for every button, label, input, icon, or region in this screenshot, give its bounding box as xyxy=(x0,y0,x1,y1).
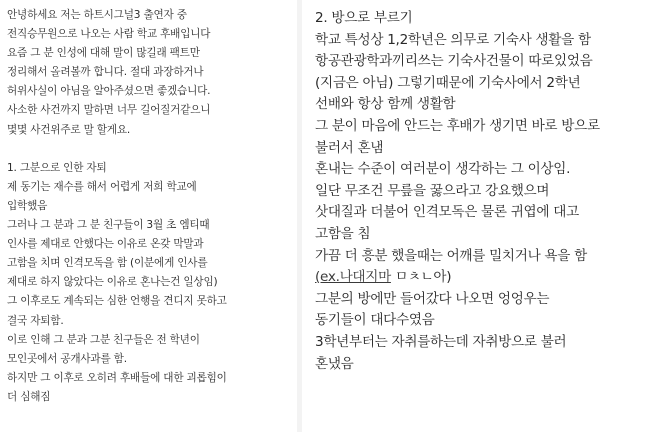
section1-line: 더 심해짐 xyxy=(7,390,51,403)
section2-line: 삿대질과 더불어 인격모독은 물론 귀엽에 대고 xyxy=(315,204,579,221)
section2-line: 선배와 항상 함께 생활함 xyxy=(315,96,456,113)
section1-line: 제대로 하지 않았다는 이유로 혼나는건 일상임) xyxy=(7,276,218,289)
section1-line: 제 동기는 재수를 해서 어렵게 저희 학교에 xyxy=(7,180,197,193)
section1-line: 인사를 제대로 안했다는 이유로 온갖 막말과 xyxy=(7,238,204,251)
section1-line: 입학했음 xyxy=(7,199,48,212)
section1-heading: 1. 그분으로 인한 자퇴 xyxy=(7,161,107,174)
section1-line: 고함을 치며 인격모독을 함 (이분에게 인사를 xyxy=(7,257,208,270)
section1-line: 결국 자퇴함. xyxy=(7,314,64,327)
intro-line: 안녕하세요 저는 하트시그널3 출연자 중 xyxy=(7,9,187,21)
section2-line: 불러서 혼냄 xyxy=(315,139,384,156)
section2-line: 학교 특성상 1,2학년은 의무로 기숙사 생활을 함 xyxy=(315,31,591,48)
intro-line: 요즘 그 분 인성에 대해 말이 많길래 팩트만 xyxy=(7,47,200,60)
section1-line: 이로 인해 그 분과 그분 친구들은 전 학년이 xyxy=(7,333,200,346)
section2-line: 그분의 방에만 들어갔다 나오면 엉엉우는 xyxy=(315,290,550,307)
section2-line: 혼냈음 xyxy=(315,355,354,372)
section2-line: 항공관광학과끼리쓰는 기숙사건물이 따로있었음 xyxy=(315,53,593,70)
section1-line: 하지만 그 이후로 오히려 후배들에 대한 괴롭힘이 xyxy=(7,371,227,384)
section2-line: 고함을 침 xyxy=(315,225,371,242)
intro-line: 전직승무원으로 나오는 사람 학교 후배입니다 xyxy=(7,28,211,41)
section2-line: 3학년부터는 자취를하는데 자취방으로 불러 xyxy=(315,333,567,350)
section2-line: 그 분이 마음에 안드는 후배가 생기면 바로 방으로 xyxy=(315,117,600,134)
section1-line: 그러나 그 분과 그 분 친구들이 3월 초 엠티때 xyxy=(7,219,210,232)
example-text: ㅁㅊㄴ아) xyxy=(390,269,452,286)
left-text-panel xyxy=(0,0,296,432)
section2-line: 동기들이 대다수였음 xyxy=(315,312,435,329)
example-link[interactable]: (ex.나대지마 xyxy=(315,269,391,286)
section1-line: 모인곳에서 공개사과를 함. xyxy=(7,352,127,365)
section2-line: 가끔 더 흥분 했을때는 어깨를 밀치거나 욕을 함 xyxy=(315,247,587,264)
example-line xyxy=(315,267,647,289)
section1-line: 그 이후로도 계속되는 심한 언행을 견디지 못하고 xyxy=(7,295,227,308)
section2-line: 혼내는 수준이 여러분이 생각하는 그 이상임. xyxy=(315,161,571,178)
section2-line: 일단 무조건 무릎을 꿇으라고 강요했으며 xyxy=(315,182,550,199)
paragraph-spacer xyxy=(7,140,296,159)
intro-line: 허위사실이 아님을 알아주셨으면 좋겠습니다. xyxy=(7,85,211,98)
intro-line: 사소한 사건까지 말하면 너무 길어질거같으니 xyxy=(7,104,211,117)
section2-heading: 2. 방으로 부르기 xyxy=(315,10,413,26)
intro-line: 몇몇 사건위주로 말 할게요. xyxy=(7,123,131,136)
right-text-panel xyxy=(302,0,647,432)
section2-line: (지금은 아님) 그렇기때문에 기숙사에서 2학년 xyxy=(315,74,581,91)
intro-line: 정리해서 올려볼까 합니다. 절대 과장하거나 xyxy=(7,66,204,79)
